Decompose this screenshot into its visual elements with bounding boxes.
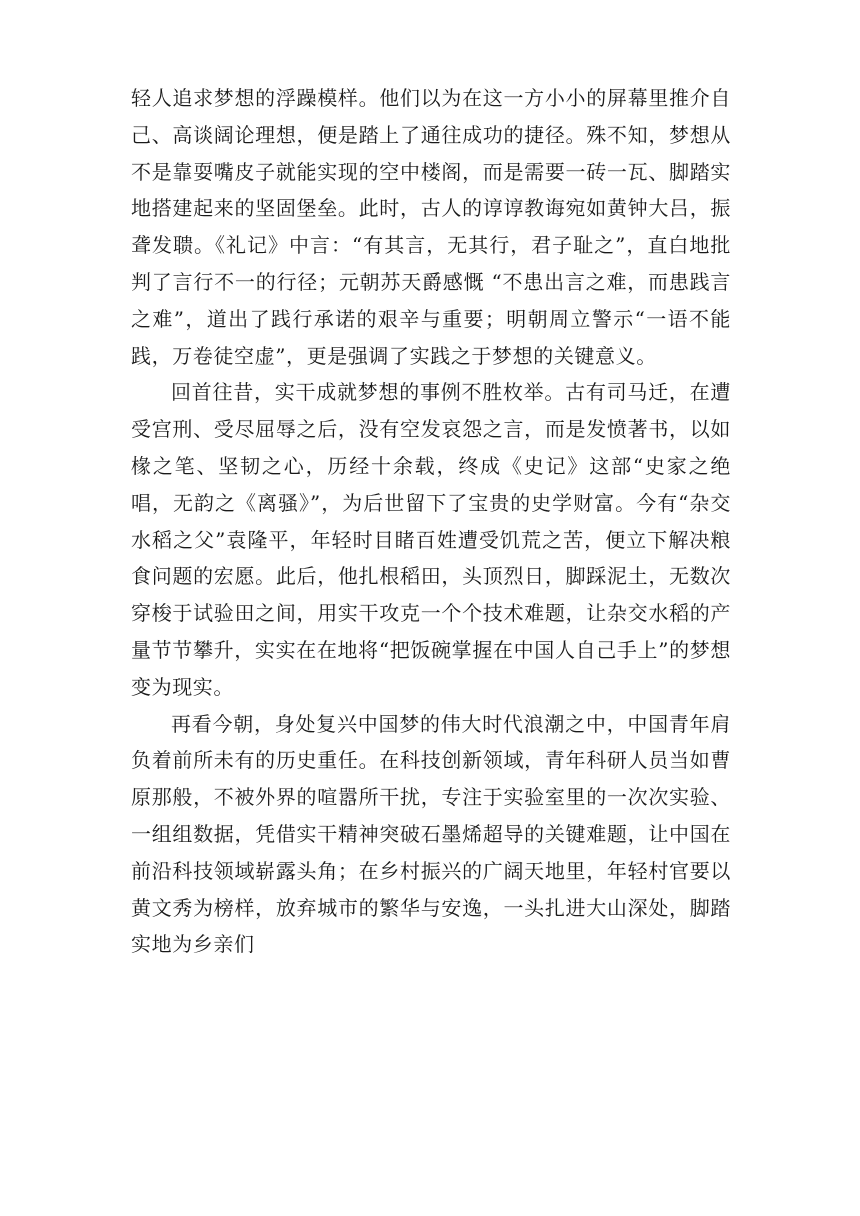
paragraph-continuation: 轻人追求梦想的浮躁模样。他们以为在这一方小小的屏幕里推介自己、高谈阔论理想，便是踏上了通往成功的捷径。殊不知，梦想从不是靠耍嘴皮子就能实现的空中楼阁，而是需要一砖一瓦、脚踏实地搭建起来的坚固堡垒。此时，古人的谆谆教诲宛如黄钟大吕，振聋发聩。《礼记》中言：“有其言，无其行，君子耻之”，直白地批判了言行不一的行径；元朝苏天爵感慨 “不患出言之难，而患践言之难”，道出了践行承诺的艰辛与重要；明朝周立警示“一语不能践，万卷徒空虚”，更是强调了实践之于梦想的关键意义。	[131, 86, 731, 368]
paragraph-historical-examples: 回首往昔，实干成就梦想的事例不胜枚举。古有司马迁，在遭受宫刑、受尽屈辱之后，没有空发哀怨之言，而是发愤著书，以如椽之笔、坚韧之心，历经十余载，终成《史记》这部“史家之绝唱，无韵之《离骚》”，为后世留下了宝贵的史学财富。今有“杂交水稻之父”袁隆平，年轻时目睹百姓遭受饥荒之苦，便立下解决粮食问题的宏愿。此后，他扎根稻田，头顶烈日，脚踩泥土，无数次穿梭于试验田之间，用实干攻克一个个技术难题，让杂交水稻的产量节节攀升，实实在在地将“把饭碗掌握在中国人自己手上”的梦想变为现实。	[131, 380, 731, 699]
paragraph-modern-youth: 再看今朝，身处复兴中国梦的伟大时代浪潮之中，中国青年肩负着前所未有的历史重任。在科技创新领域，青年科研人员当如曹原那般，不被外界的喧嚣所干扰，专注于实验室里的一次次实验、一组组数据，凭借实干精神突破石墨烯超导的关键难题，让中国在前沿科技领域崭露头角；在乡村振兴的广阔天地里，年轻村官要以黄文秀为榜样，放弃城市的繁华与安逸，一头扎进大山深处，脚踏实地为乡亲们	[131, 711, 731, 957]
essay-body	[131, 80, 731, 963]
